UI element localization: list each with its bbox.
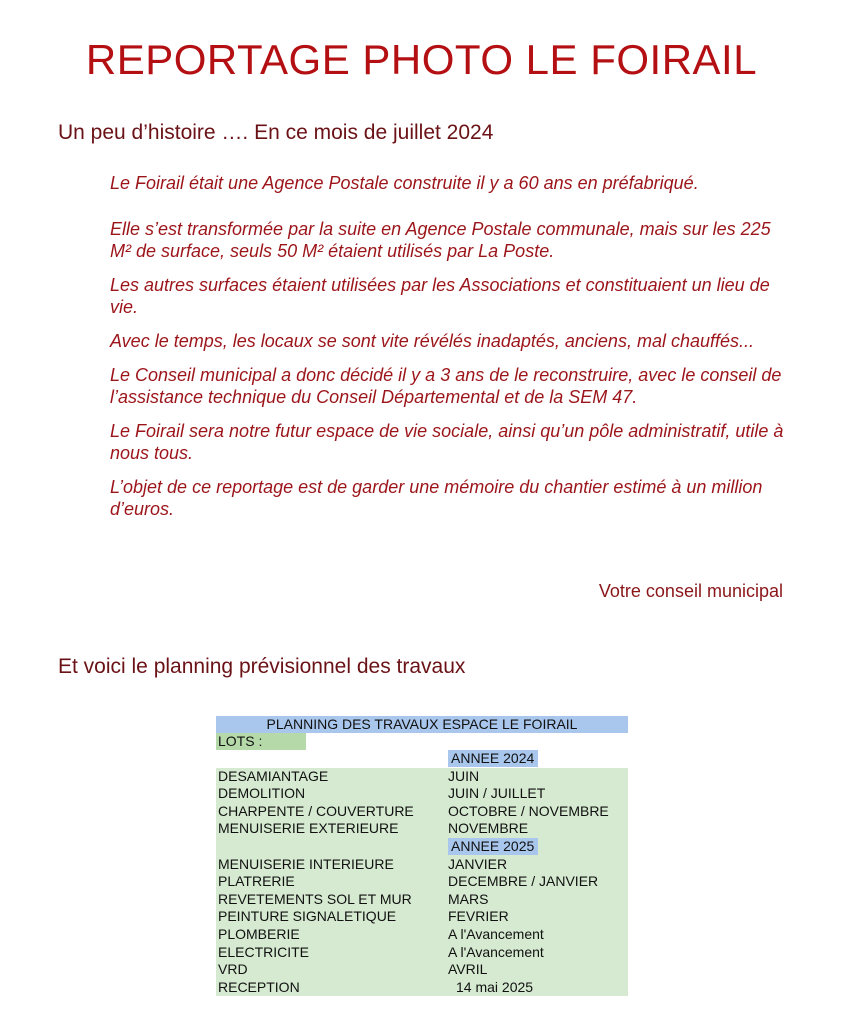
lot-name: PLOMBERIE [218, 925, 300, 942]
table-row [216, 944, 628, 962]
lot-name: VRD [218, 961, 248, 978]
year-row [216, 750, 628, 768]
table-row [216, 768, 628, 786]
lot-name: RECEPTION [218, 978, 300, 995]
paragraph: Elle s’est transformée par la suite en Agence Postale communale, mais sur les 225 M² de surface, seuls 50 M² étaient utilisés par La Poste. [110, 219, 771, 261]
lot-name: ELECTRICITE [218, 943, 310, 960]
lots-label: LOTS : [216, 733, 306, 750]
paragraph: Avec le temps, les locaux se sont vite révélés inadaptés, anciens, mal chauffés... [110, 331, 755, 351]
table-header: PLANNING DES TRAVAUX ESPACE LE FOIRAIL [216, 716, 628, 733]
planning-table [216, 716, 628, 996]
paragraph: Le Conseil municipal a donc décidé il y a 3 ans de le reconstruire, avec le conseil de l’assistance technique du Conseil Départemental et de la SEM 47. [110, 365, 782, 407]
year-label: ANNEE 2024 [448, 750, 538, 767]
lot-name: CHARPENTE / COUVERTURE [218, 802, 414, 819]
lot-name: MENUISERIE EXTERIEURE [218, 820, 399, 837]
table-row [216, 891, 628, 909]
table-row [216, 979, 628, 997]
table-row [216, 785, 628, 803]
paragraph: L’objet de ce reportage est de garder une mémoire du chantier estimé à un million d’euros. [110, 477, 763, 519]
lot-date: A l'Avancement [448, 943, 544, 960]
table-row [216, 908, 628, 926]
year-row [216, 838, 628, 856]
lot-date: DECEMBRE / JANVIER [448, 873, 599, 890]
history-paragraphs [110, 172, 790, 520]
table-row [216, 820, 628, 838]
paragraph: Le Foirail était une Agence Postale construite il y a 60 ans en préfabriqué. [110, 173, 699, 193]
lot-date: JANVIER [448, 855, 508, 872]
table-row [216, 961, 628, 979]
table-row [216, 856, 628, 874]
lot-name: PLATRERIE [218, 873, 295, 890]
lot-name: MENUISERIE INTERIEURE [218, 855, 394, 872]
planning-heading: Et voici le planning prévisionnel des travaux [58, 655, 466, 678]
lot-name: DEMOLITION [218, 785, 306, 802]
table-row [216, 803, 628, 821]
year-label: ANNEE 2025 [448, 838, 538, 855]
lot-date: FEVRIER [448, 908, 509, 925]
page-title: REPORTAGE PHOTO LE FOIRAIL [85, 36, 758, 83]
lot-date: NOVEMBRE [448, 820, 529, 837]
lot-date: AVRIL [448, 961, 488, 978]
lot-name: DESAMIANTAGE [218, 767, 329, 784]
lot-name: REVETEMENTS SOL ET MUR [218, 890, 412, 907]
lot-date: MARS [448, 890, 489, 907]
history-heading: Un peu d’histoire …. En ce mois de juillet 2024 [58, 121, 494, 144]
lot-date: OCTOBRE / NOVEMBRE [448, 802, 609, 819]
paragraph: Le Foirail sera notre futur espace de vie sociale, ainsi qu’un pôle administratif, utile à nous tous. [110, 421, 784, 463]
lot-date: 14 mai 2025 [456, 978, 534, 995]
paragraph: Les autres surfaces étaient utilisées par les Associations et constituaient un lieu de vie. [110, 275, 770, 317]
lot-name: PEINTURE SIGNALETIQUE [218, 908, 397, 925]
lot-date: JUIN [448, 767, 480, 784]
table-row [216, 873, 628, 891]
table-row [216, 926, 628, 944]
signature: Votre conseil municipal [598, 581, 783, 601]
lot-date: JUIN / JUILLET [448, 785, 546, 802]
lot-date: A l'Avancement [448, 925, 544, 942]
